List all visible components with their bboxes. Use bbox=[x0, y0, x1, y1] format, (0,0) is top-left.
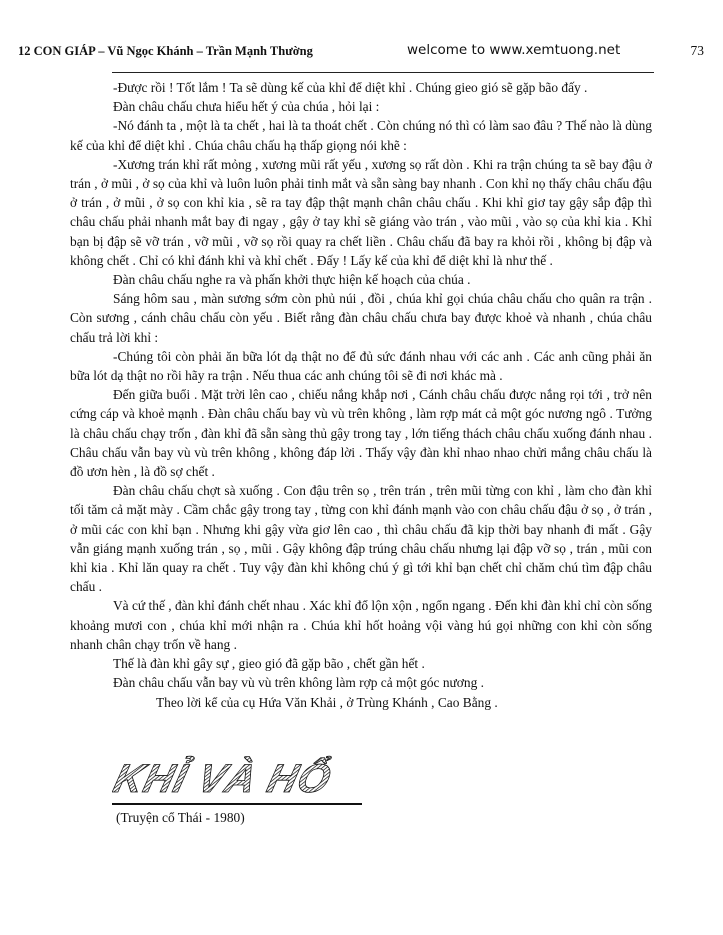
paragraph: -Chúng tôi còn phải ăn bữa lót dạ thật no để đủ sức đánh nhau với các anh . Các anh cũng phải ăn bữa lót dạ thật no rồi hãy ra trận . Nếu thua các anh chúng tôi sẽ đi nơi khác mà . bbox=[70, 348, 652, 384]
paragraph: Thế là đàn khỉ gây sự , gieo gió đã gặp bão , chết gần hết . bbox=[113, 656, 425, 672]
page-number: 73 bbox=[690, 43, 704, 58]
paragraph: -Xương trán khỉ rất mỏng , xương mũi rất yếu , xương sọ rất dòn . Khi ra trận chúng ta sẽ bay đậu ở trán , ở mũi , ở sọ của khỉ và luôn luôn phải tinh mắt và sẵn sàng bay nhanh . Con khỉ nọ thấy châu chấu đậu ở trán , ở mũi , ở sọ con khỉ kia , sẽ ra tay đập thật mạnh chân châu chấu . Khi khỉ giơ tay gậy sắp đập thì châu chấu phải nhanh mắt bay đi ngay , gậy ở tay khỉ sẽ giáng vào trán , vào mũi , vào sọ của khỉ kia . Khỉ bạn bị đập sẽ vỡ trán , vỡ mũi , vỡ sọ rồi quay ra chết liền . Châu chấu đã bay ra khỏi rồi , không bị đập và không chết . Chỉ có khỉ đánh khỉ và khỉ chết . Đấy ! Lấy kế của khỉ để diệt khỉ là như thế . bbox=[70, 156, 652, 268]
paragraph: -Nó đánh ta , một là ta chết , hai là ta thoát chết . Còn chúng nó thì có làm sao đâu ? Thế nào là dùng kế của khỉ để diệt khỉ . Chúa châu chấu hạ thấp giọng nói khẽ : bbox=[70, 118, 652, 153]
story-attribution: Theo lời kể của cụ Hứa Văn Khải , ở Trùng Khánh , Cao Bằng . bbox=[156, 694, 498, 710]
paragraph: Đàn châu chấu vẫn bay vù vù trên không làm rợp cả một góc nương . bbox=[113, 675, 484, 691]
title-underline bbox=[112, 803, 362, 805]
page-header bbox=[18, 42, 708, 66]
story-caption: (Truyện cổ Thái - 1980) bbox=[116, 810, 245, 825]
running-title: 12 CON GIÁP – Vũ Ngọc Khánh – Trần Mạnh Thường bbox=[18, 44, 313, 58]
paragraph: Đến giữa buổi . Mặt trời lên cao , chiếu nắng khắp nơi , Cánh châu chấu được nắng rọi tới , trở nên cứng cáp và khoẻ mạnh . Đàn châu chấu bay vù vù trên không , làm rợp mát cả một góc nương ngô . Tưởng là châu chấu chạy trốn , đàn khỉ đã sẵn sàng thủ gậy trong tay , lớn tiếng thách châu chấu xuống đánh nhau . Châu chấu vẫn bay vù vù trên không , không đáp lời . Thấy vậy đàn khỉ nhao nhao chửi mắng châu chấu là đồ ươn hèn , là đồ sợ chết . bbox=[70, 387, 652, 480]
website-link[interactable]: welcome to www.xemtuong.net bbox=[407, 42, 621, 58]
story-title-logo bbox=[112, 742, 364, 800]
paragraph: Đàn châu chấu chưa hiểu hết ý của chúa , hỏi lại : bbox=[113, 99, 380, 115]
paragraph: Và cứ thế , đàn khỉ đánh chết nhau . Xác khỉ đổ lộn xộn , ngổn ngang . Đến khi đàn khỉ chỉ còn sống khoảng mươi con , chúa khỉ mới nhận ra . Chúa khỉ hốt hoảng vội vàng hú gọi những con khỉ còn sống nhanh chân chạy trốn về hang . bbox=[70, 598, 652, 652]
paragraph: -Được rồi ! Tốt lắm ! Ta sẽ dùng kế của khỉ để diệt khỉ . Chúng gieo gió sẽ gặp bão đấy . bbox=[113, 80, 588, 95]
story-body bbox=[70, 78, 652, 712]
header-divider bbox=[112, 72, 654, 73]
story-title-logo-text: KHỈ VÀ HỔ bbox=[112, 755, 337, 800]
paragraph: Đàn châu chấu nghe ra và phấn khởi thực hiện kế hoạch của chúa . bbox=[113, 272, 471, 288]
story-title-logo-graphic bbox=[112, 742, 364, 800]
paragraph: Đàn châu chấu chợt sà xuống . Con đậu trên sọ , trên trán , trên mũi từng con khỉ , làm cho đàn khỉ tối tăm cả mặt mày . Cầm chắc gậy trong tay , từng con khỉ đánh mạnh vào con châu chấu đậu ở sọ , ở trán , ở mũi các con khỉ bạn . Nhưng khi gậy vừa giơ lên cao , thì châu chấu đã kịp thời bay nhanh đi mất . Gậy vẫn giáng mạnh xuống trán , sọ , mũi . Gậy không đập trúng châu chấu nhưng lại đập vỡ sọ , trán , mũi con khỉ kia . Khỉ lăn quay ra chết . Tuy vậy đàn khỉ không chú ý gì tới khỉ bạn chết chỉ chăm chú tìm đập châu chấu . bbox=[70, 483, 652, 595]
paragraph: Sáng hôm sau , màn sương sớm còn phủ núi , đồi , chúa khỉ gọi chúa châu chấu cho quân ra trận . Còn sương , cánh châu chấu còn yếu . Biết rằng đàn châu chấu chưa bay được khoẻ và nhanh , chúa châu chấu trả lời khỉ : bbox=[70, 291, 652, 345]
